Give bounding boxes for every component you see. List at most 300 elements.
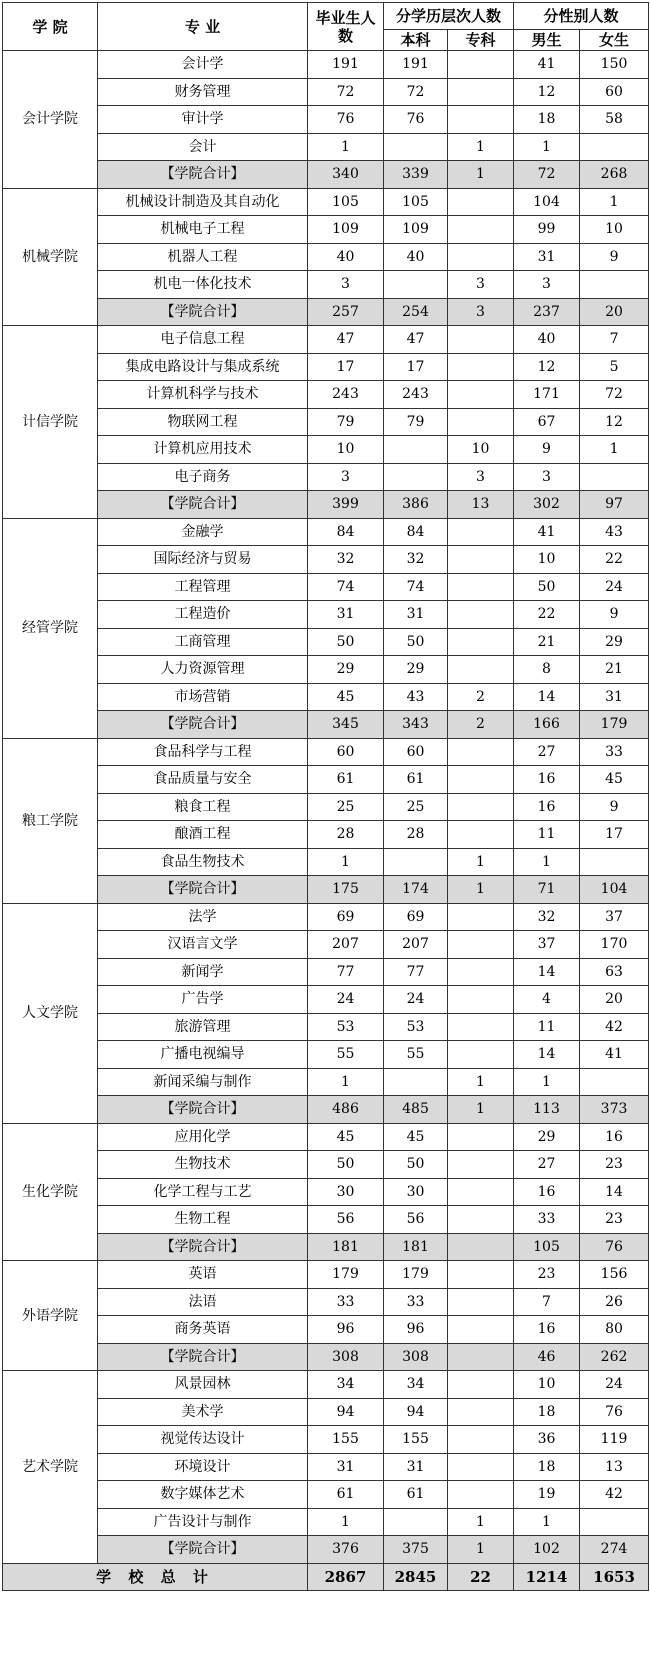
cell-bk: 109: [384, 216, 448, 244]
cell-male: 9: [514, 436, 580, 464]
major-name-cell: 广播电视编导: [98, 1041, 308, 1069]
major-name-cell: 机械设计制造及其自动化: [98, 188, 308, 216]
cell-zk: 1: [448, 133, 514, 161]
header-college: 学 院: [3, 3, 98, 51]
cell-total: 84: [308, 518, 384, 546]
cell-male: 16: [514, 1178, 580, 1206]
college-name-cell: 计信学院: [3, 326, 98, 519]
major-name-cell: 法语: [98, 1288, 308, 1316]
major-name-cell: 商务英语: [98, 1316, 308, 1344]
subtotal-bk: 308: [384, 1343, 448, 1371]
subtotal-bk: 343: [384, 711, 448, 739]
cell-bk: 43: [384, 683, 448, 711]
cell-total: 94: [308, 1398, 384, 1426]
major-name-cell: 食品质量与安全: [98, 766, 308, 794]
cell-total: 109: [308, 216, 384, 244]
cell-male: 29: [514, 1123, 580, 1151]
cell-total: 50: [308, 628, 384, 656]
cell-bk: 207: [384, 931, 448, 959]
grand-total-row: [3, 1563, 649, 1591]
cell-zk: 3: [448, 463, 514, 491]
table-row: [3, 546, 649, 574]
subtotal-row: [3, 298, 649, 326]
cell-male: 10: [514, 546, 580, 574]
cell-female: 10: [580, 216, 649, 244]
cell-bk: [384, 463, 448, 491]
cell-male: 31: [514, 243, 580, 271]
table-container: [2, 2, 648, 1591]
cell-female: 7: [580, 326, 649, 354]
cell-zk: 1: [448, 1508, 514, 1536]
cell-zk: [448, 573, 514, 601]
cell-male: 18: [514, 1453, 580, 1481]
cell-female: 63: [580, 958, 649, 986]
cell-female: [580, 1068, 649, 1096]
cell-zk: [448, 1426, 514, 1454]
cell-total: 1: [308, 848, 384, 876]
cell-total: 3: [308, 271, 384, 299]
major-name-cell: 英语: [98, 1261, 308, 1289]
cell-female: 41: [580, 1041, 649, 1069]
major-name-cell: 广告学: [98, 986, 308, 1014]
cell-male: 1: [514, 848, 580, 876]
subtotal-row: [3, 1096, 649, 1124]
subtotal-female: 262: [580, 1343, 649, 1371]
cell-bk: 105: [384, 188, 448, 216]
cell-zk: [448, 986, 514, 1014]
cell-female: 13: [580, 1453, 649, 1481]
cell-bk: 24: [384, 986, 448, 1014]
major-name-cell: 生物技术: [98, 1151, 308, 1179]
major-name-cell: 会计: [98, 133, 308, 161]
cell-male: 19: [514, 1481, 580, 1509]
cell-zk: [448, 1288, 514, 1316]
cell-bk: 56: [384, 1206, 448, 1234]
major-name-cell: 广告设计与制作: [98, 1508, 308, 1536]
cell-bk: 74: [384, 573, 448, 601]
cell-bk: 50: [384, 1151, 448, 1179]
cell-female: 76: [580, 1398, 649, 1426]
cell-bk: 179: [384, 1261, 448, 1289]
header-major: 专 业: [98, 3, 308, 51]
subtotal-row: [3, 1536, 649, 1564]
cell-male: 4: [514, 986, 580, 1014]
cell-bk: 96: [384, 1316, 448, 1344]
table-row: [3, 1206, 649, 1234]
cell-female: 9: [580, 243, 649, 271]
cell-male: 27: [514, 1151, 580, 1179]
major-name-cell: 工程造价: [98, 601, 308, 629]
cell-total: 1: [308, 1068, 384, 1096]
subtotal-zk: 3: [448, 298, 514, 326]
major-name-cell: 财务管理: [98, 78, 308, 106]
cell-zk: [448, 1371, 514, 1399]
cell-zk: [448, 1151, 514, 1179]
subtotal-total: 175: [308, 876, 384, 904]
cell-female: 23: [580, 1206, 649, 1234]
cell-female: 12: [580, 408, 649, 436]
major-name-cell: 机械电子工程: [98, 216, 308, 244]
cell-female: 42: [580, 1481, 649, 1509]
cell-male: 32: [514, 903, 580, 931]
cell-total: 79: [308, 408, 384, 436]
cell-zk: [448, 326, 514, 354]
subtotal-zk: 1: [448, 161, 514, 189]
cell-female: 23: [580, 1151, 649, 1179]
cell-zk: [448, 656, 514, 684]
cell-male: 14: [514, 683, 580, 711]
subtotal-total: 345: [308, 711, 384, 739]
table-row: [3, 463, 649, 491]
major-name-cell: 审计学: [98, 106, 308, 134]
table-row: [3, 51, 649, 79]
cell-zk: [448, 216, 514, 244]
header-junior: 专科: [448, 30, 514, 51]
cell-total: 76: [308, 106, 384, 134]
cell-total: 56: [308, 1206, 384, 1234]
subtotal-male: 102: [514, 1536, 580, 1564]
subtotal-female: 274: [580, 1536, 649, 1564]
table-row: [3, 1398, 649, 1426]
cell-bk: 40: [384, 243, 448, 271]
subtotal-zk: 2: [448, 711, 514, 739]
subtotal-row: [3, 491, 649, 519]
table-row: [3, 1508, 649, 1536]
cell-male: 50: [514, 573, 580, 601]
cell-zk: [448, 188, 514, 216]
cell-female: [580, 271, 649, 299]
table-row: [3, 601, 649, 629]
cell-female: 21: [580, 656, 649, 684]
major-name-cell: 美术学: [98, 1398, 308, 1426]
cell-zk: [448, 1123, 514, 1151]
subtotal-bk: 485: [384, 1096, 448, 1124]
cell-bk: 79: [384, 408, 448, 436]
cell-female: 22: [580, 546, 649, 574]
subtotal-total: 308: [308, 1343, 384, 1371]
subtotal-row: [3, 161, 649, 189]
table-row: [3, 326, 649, 354]
cell-bk: 30: [384, 1178, 448, 1206]
major-name-cell: 工程管理: [98, 573, 308, 601]
cell-female: 14: [580, 1178, 649, 1206]
major-name-cell: 计算机科学与技术: [98, 381, 308, 409]
cell-bk: 84: [384, 518, 448, 546]
cell-female: 17: [580, 821, 649, 849]
major-name-cell: 化学工程与工艺: [98, 1178, 308, 1206]
cell-bk: 53: [384, 1013, 448, 1041]
cell-male: 27: [514, 738, 580, 766]
college-name-cell: 人文学院: [3, 903, 98, 1123]
subtotal-total: 181: [308, 1233, 384, 1261]
subtotal-label: 【学院合计】: [98, 1233, 308, 1261]
major-name-cell: 环境设计: [98, 1453, 308, 1481]
college-name-cell: 会计学院: [3, 51, 98, 189]
graduates-table: [2, 2, 649, 1591]
major-name-cell: 集成电路设计与集成系统: [98, 353, 308, 381]
table-row: [3, 216, 649, 244]
cell-bk: 17: [384, 353, 448, 381]
cell-male: 10: [514, 1371, 580, 1399]
cell-zk: [448, 793, 514, 821]
cell-male: 18: [514, 1398, 580, 1426]
header-female: 女生: [580, 30, 649, 51]
cell-male: 36: [514, 1426, 580, 1454]
cell-bk: 69: [384, 903, 448, 931]
subtotal-row: [3, 711, 649, 739]
subtotal-female: 20: [580, 298, 649, 326]
cell-bk: [384, 436, 448, 464]
cell-male: 18: [514, 106, 580, 134]
cell-total: 17: [308, 353, 384, 381]
cell-female: 156: [580, 1261, 649, 1289]
cell-male: 16: [514, 1316, 580, 1344]
major-name-cell: 电子商务: [98, 463, 308, 491]
cell-zk: 2: [448, 683, 514, 711]
subtotal-label: 【学院合计】: [98, 161, 308, 189]
table-row: [3, 106, 649, 134]
cell-female: 170: [580, 931, 649, 959]
grand-total-male: 1214: [514, 1563, 580, 1591]
subtotal-bk: 375: [384, 1536, 448, 1564]
header-by-level: 分学历层次人数: [384, 3, 514, 30]
cell-zk: [448, 78, 514, 106]
subtotal-row: [3, 876, 649, 904]
cell-female: 42: [580, 1013, 649, 1041]
table-row: [3, 628, 649, 656]
college-name-cell: 粮工学院: [3, 738, 98, 903]
subtotal-total: 486: [308, 1096, 384, 1124]
college-name-cell: 生化学院: [3, 1123, 98, 1261]
major-name-cell: 新闻学: [98, 958, 308, 986]
cell-total: 1: [308, 1508, 384, 1536]
cell-total: 77: [308, 958, 384, 986]
cell-female: [580, 463, 649, 491]
subtotal-male: 302: [514, 491, 580, 519]
cell-bk: 45: [384, 1123, 448, 1151]
table-row: [3, 518, 649, 546]
subtotal-male: 166: [514, 711, 580, 739]
cell-female: 20: [580, 986, 649, 1014]
table-row: [3, 188, 649, 216]
cell-zk: [448, 381, 514, 409]
subtotal-zk: 13: [448, 491, 514, 519]
cell-total: 53: [308, 1013, 384, 1041]
table-row: [3, 931, 649, 959]
subtotal-total: 399: [308, 491, 384, 519]
cell-male: 37: [514, 931, 580, 959]
major-name-cell: 酿酒工程: [98, 821, 308, 849]
subtotal-male: 71: [514, 876, 580, 904]
cell-female: 1: [580, 436, 649, 464]
cell-female: 31: [580, 683, 649, 711]
subtotal-male: 237: [514, 298, 580, 326]
cell-zk: [448, 931, 514, 959]
major-name-cell: 粮食工程: [98, 793, 308, 821]
cell-female: 58: [580, 106, 649, 134]
cell-bk: [384, 848, 448, 876]
college-name-cell: 机械学院: [3, 188, 98, 326]
cell-zk: [448, 353, 514, 381]
cell-bk: 243: [384, 381, 448, 409]
cell-total: 25: [308, 793, 384, 821]
cell-bk: 28: [384, 821, 448, 849]
cell-female: [580, 1508, 649, 1536]
cell-zk: [448, 1261, 514, 1289]
subtotal-zk: [448, 1343, 514, 1371]
table-row: [3, 1013, 649, 1041]
cell-female: 43: [580, 518, 649, 546]
major-name-cell: 会计学: [98, 51, 308, 79]
subtotal-female: 104: [580, 876, 649, 904]
table-row: [3, 903, 649, 931]
header-by-gender: 分性别人数: [514, 3, 649, 30]
cell-zk: [448, 601, 514, 629]
cell-bk: [384, 1068, 448, 1096]
cell-female: 45: [580, 766, 649, 794]
major-name-cell: 市场营销: [98, 683, 308, 711]
cell-total: 60: [308, 738, 384, 766]
cell-zk: [448, 821, 514, 849]
subtotal-label: 【学院合计】: [98, 298, 308, 326]
cell-bk: 31: [384, 1453, 448, 1481]
cell-male: 40: [514, 326, 580, 354]
major-name-cell: 电子信息工程: [98, 326, 308, 354]
table-header: [3, 3, 649, 51]
subtotal-zk: 1: [448, 1536, 514, 1564]
cell-female: 16: [580, 1123, 649, 1151]
table-row: [3, 78, 649, 106]
cell-bk: 60: [384, 738, 448, 766]
cell-female: 150: [580, 51, 649, 79]
table-row: [3, 1481, 649, 1509]
subtotal-female: 97: [580, 491, 649, 519]
table-row: [3, 1068, 649, 1096]
cell-total: 31: [308, 601, 384, 629]
cell-bk: 72: [384, 78, 448, 106]
subtotal-total: 376: [308, 1536, 384, 1564]
cell-zk: [448, 51, 514, 79]
cell-bk: 61: [384, 1481, 448, 1509]
cell-male: 16: [514, 793, 580, 821]
major-name-cell: 汉语言文学: [98, 931, 308, 959]
cell-male: 1: [514, 1508, 580, 1536]
cell-zk: [448, 738, 514, 766]
major-name-cell: 金融学: [98, 518, 308, 546]
cell-total: 96: [308, 1316, 384, 1344]
cell-male: 3: [514, 271, 580, 299]
table-row: [3, 1123, 649, 1151]
table-row: [3, 381, 649, 409]
table-row: [3, 408, 649, 436]
cell-zk: [448, 408, 514, 436]
cell-total: 45: [308, 1123, 384, 1151]
cell-total: 1: [308, 133, 384, 161]
cell-zk: [448, 546, 514, 574]
cell-female: 33: [580, 738, 649, 766]
cell-male: 171: [514, 381, 580, 409]
major-name-cell: 新闻采编与制作: [98, 1068, 308, 1096]
major-name-cell: 食品生物技术: [98, 848, 308, 876]
cell-total: 61: [308, 766, 384, 794]
cell-bk: 61: [384, 766, 448, 794]
major-name-cell: 数字媒体艺术: [98, 1481, 308, 1509]
grand-total-zk: 22: [448, 1563, 514, 1591]
table-row: [3, 1151, 649, 1179]
subtotal-female: 76: [580, 1233, 649, 1261]
cell-male: 99: [514, 216, 580, 244]
subtotal-label: 【学院合计】: [98, 1343, 308, 1371]
cell-zk: 3: [448, 271, 514, 299]
grand-total-total: 2867: [308, 1563, 384, 1591]
cell-bk: 25: [384, 793, 448, 821]
cell-bk: 191: [384, 51, 448, 79]
cell-male: 8: [514, 656, 580, 684]
subtotal-male: 113: [514, 1096, 580, 1124]
cell-total: 155: [308, 1426, 384, 1454]
cell-female: 119: [580, 1426, 649, 1454]
table-row: [3, 1316, 649, 1344]
cell-total: 30: [308, 1178, 384, 1206]
cell-zk: [448, 628, 514, 656]
cell-bk: 29: [384, 656, 448, 684]
table-row: [3, 958, 649, 986]
cell-zk: [448, 1481, 514, 1509]
subtotal-label: 【学院合计】: [98, 491, 308, 519]
table-row: [3, 1453, 649, 1481]
subtotal-label: 【学院合计】: [98, 1536, 308, 1564]
cell-zk: 10: [448, 436, 514, 464]
subtotal-male: 46: [514, 1343, 580, 1371]
table-row: [3, 353, 649, 381]
table-row: [3, 573, 649, 601]
cell-total: 207: [308, 931, 384, 959]
cell-zk: [448, 1316, 514, 1344]
cell-total: 32: [308, 546, 384, 574]
cell-zk: 1: [448, 1068, 514, 1096]
cell-zk: [448, 243, 514, 271]
college-name-cell: 经管学院: [3, 518, 98, 738]
cell-total: 33: [308, 1288, 384, 1316]
cell-female: 9: [580, 793, 649, 821]
table-row: [3, 243, 649, 271]
cell-female: 60: [580, 78, 649, 106]
cell-male: 1: [514, 1068, 580, 1096]
cell-bk: [384, 271, 448, 299]
cell-male: 33: [514, 1206, 580, 1234]
cell-male: 41: [514, 51, 580, 79]
cell-total: 45: [308, 683, 384, 711]
major-name-cell: 应用化学: [98, 1123, 308, 1151]
cell-male: 67: [514, 408, 580, 436]
cell-male: 22: [514, 601, 580, 629]
cell-zk: [448, 1178, 514, 1206]
cell-total: 243: [308, 381, 384, 409]
cell-zk: [448, 1453, 514, 1481]
cell-male: 14: [514, 1041, 580, 1069]
table-row: [3, 133, 649, 161]
cell-total: 3: [308, 463, 384, 491]
cell-total: 24: [308, 986, 384, 1014]
cell-bk: 76: [384, 106, 448, 134]
cell-zk: [448, 1206, 514, 1234]
cell-total: 105: [308, 188, 384, 216]
cell-zk: 1: [448, 848, 514, 876]
subtotal-zk: 1: [448, 876, 514, 904]
cell-male: 12: [514, 78, 580, 106]
table-row: [3, 683, 649, 711]
cell-male: 14: [514, 958, 580, 986]
